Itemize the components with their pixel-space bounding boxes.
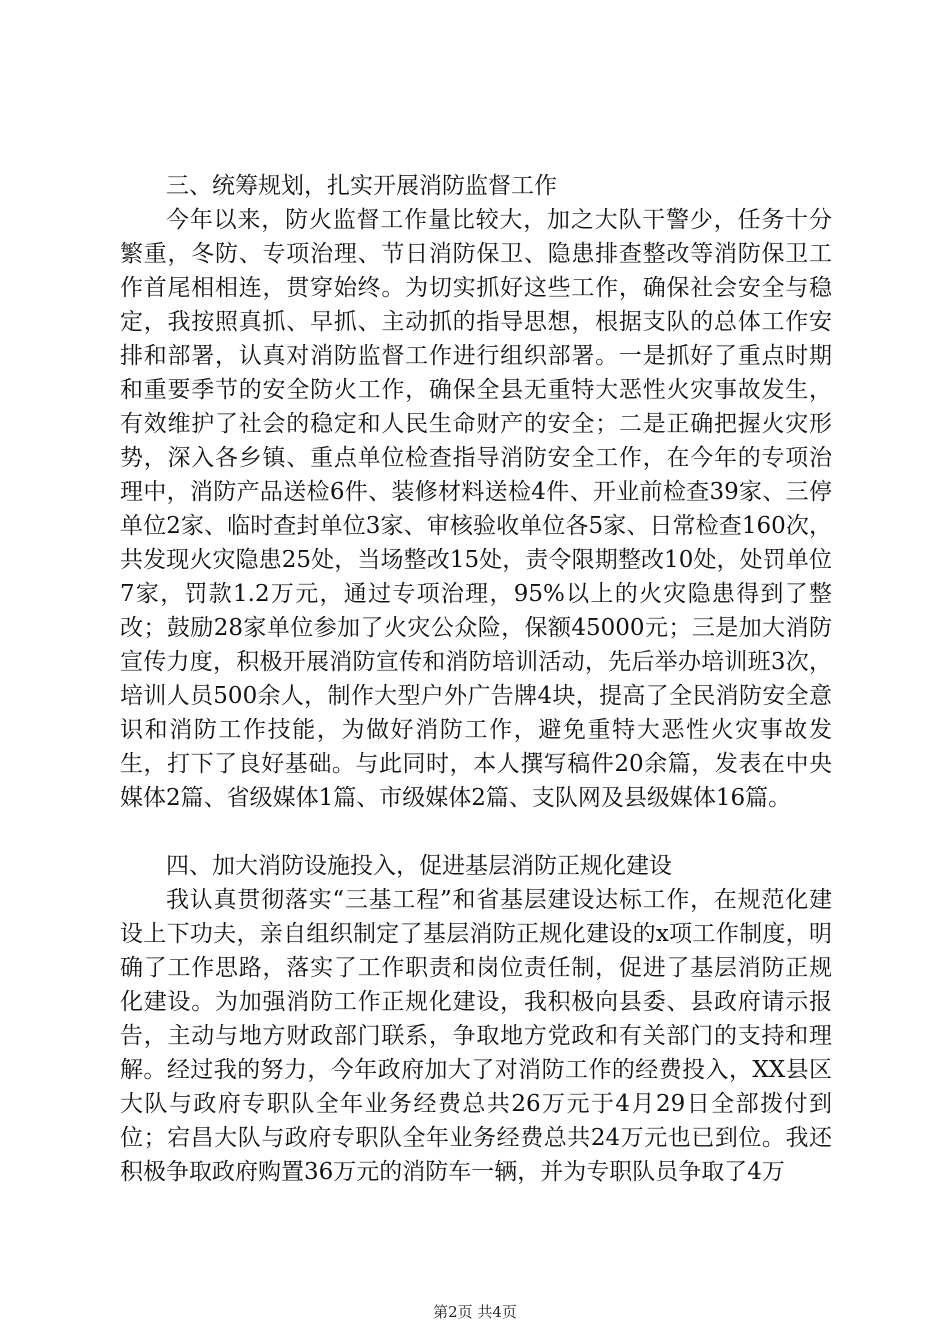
section-paragraph-3: 今年以来，防火监督工作量比较大，加之大队干警少，任务十分繁重，冬防、专项治理、节日消防保卫、隐患排查整改等消防保卫工作首尾相相连，贯穿始终。为切实抓好这些工作，确保社会安全与稳定，我按照真抓、早抓、主动抓的指导思想，根据支队的总体工作安排和部署，认真对消防监督工作进行组织部署。一是抓好了重点时期和重要季节的安全防火工作，确保全县无重特大恶性火灾事故发生，有效维护了社会的稳定和人民生命财产的安全；二是正确把握火灾形势，深入各乡镇、重点单位检查指导消防安全工作，在今年的专项治理中，消防产品送检6件、装修材料送检4件、开业前检查39家、三停单位2家、临时查封单位3家、审核验收单位各5家、日常检查160次，共发现火灾隐患25处，当场整改15处，责令限期整改10处，处罚单位7家，罚款1.2万元，通过专项治理，95%以上的火灾隐患得到了整改；鼓励28家单位参加了火灾公众险，保额45000元；三是加大消防宣传力度，积极开展消防宣传和消防培训活动，先后举办培训班3次，培训人员500余人，制作大型户外广告牌4块，提高了全民消防安全意识和消防工作技能，为做好消防工作，避免重特大恶性火灾事故发生，打下了良好基础。与此同时，本人撰写稿件20余篇，发表在中央媒体2篇、省级媒体1篇、市级媒体2篇、支队网及县级媒体16篇。: [120, 207, 832, 811]
section-spacer: [120, 815, 832, 849]
document-body: [120, 169, 832, 1189]
section-heading-4: 四、加大消防设施投入，促进基层消防正规化建设: [166, 853, 672, 879]
page-footer: 第2页 共4页: [433, 1303, 517, 1321]
section-paragraph-4: 我认真贯彻落实“三基工程”和省基层建设达标工作，在规范化建设上下功夫，亲自组织制定了基层消防正规化建设的x项工作制度，明确了工作思路，落实了工作职责和岗位责任制，促进了基层消防正规化建设。为加强消防工作正规化建设，我积极向县委、县政府请示报告，主动与地方财政部门联系，争取地方党政和有关部门的支持和理解。经过我的努力，今年政府加大了对消防工作的经费投入，XX县区大队与政府专职队全年业务经费总共26万元于4月29日全部拨付到位；宕昌大队与政府专职队全年业务经费总共24万元也已到位。我还积极争取政府购置36万元的消防车一辆，并为专职队员争取了4万: [120, 887, 832, 1185]
section-heading-3: 三、统筹规划，扎实开展消防监督工作: [166, 173, 557, 199]
